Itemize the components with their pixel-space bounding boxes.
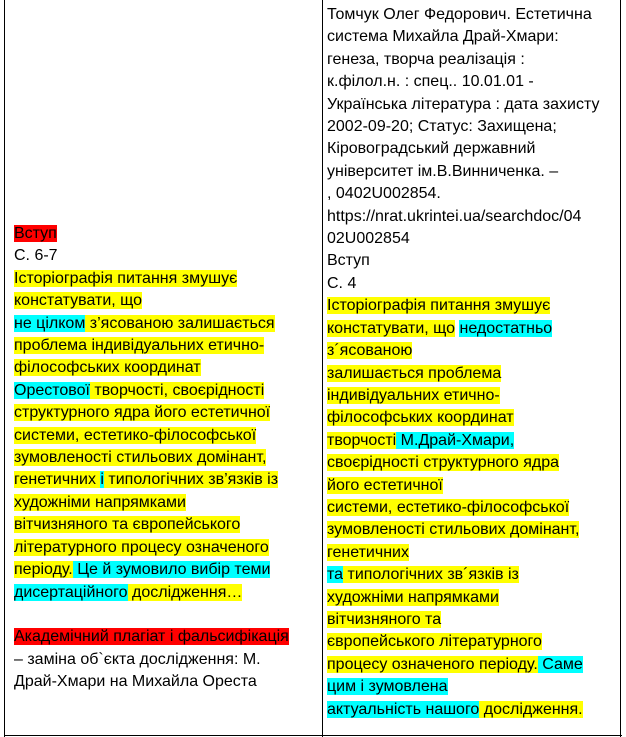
comparison-table <box>4 0 622 737</box>
left-page-ref: С. 6-7 <box>14 247 58 265</box>
citation-line: к.філол.н. : спец.. 10.01.01 - <box>327 73 534 91</box>
right-text-line: типологічних зв´язків із <box>343 566 519 584</box>
right-text-line: Історіографія питання змушує <box>327 297 551 315</box>
plagiarism-note: Драй-Хмари на Михайла Ореста <box>14 673 257 691</box>
left-highlight-cyan: Це й зумовило вибір теми <box>72 561 271 579</box>
left-text-line: проблема індивідуальних етично- <box>14 337 265 355</box>
right-highlight-cyan: актуальність нашого <box>327 700 480 718</box>
left-text-line: Історіографія питання змушує <box>14 269 238 287</box>
right-text-line: констатувати, що <box>327 319 456 337</box>
left-text-line: вітчизняного та європейського <box>14 516 241 534</box>
citation-block <box>327 4 619 250</box>
table-border-middle <box>322 0 323 737</box>
plagiarism-label: Академічний плагіат і фальсифікація <box>14 628 289 646</box>
right-text-line: творчості <box>327 431 397 449</box>
citation-line: 2002-09-20; Статус: Захищена; <box>327 118 557 136</box>
left-highlight-cyan: і <box>100 471 104 489</box>
left-text-line: періоду. <box>14 561 73 579</box>
right-cell <box>327 4 619 721</box>
right-highlight-cyan: недостатньо <box>459 319 553 337</box>
citation-line: Томчук Олег Федорович. Естетична <box>327 6 592 23</box>
left-highlight-cyan: Орестової <box>14 381 90 399</box>
citation-line: Кіровоградський державний <box>327 140 536 158</box>
table-border-bottom <box>4 735 622 736</box>
citation-line: система Михайла Драй-Хмари: <box>327 28 559 46</box>
right-highlight-cyan: та <box>327 566 344 584</box>
right-section-title: Вступ <box>327 252 370 270</box>
right-highlight-cyan: М.Драй-Хмари, <box>396 431 515 449</box>
right-text-line: своєрідності структурного ядра <box>327 454 560 472</box>
citation-line: університет ім.В.Винниченка. – <box>327 162 559 180</box>
citation-url: https://nrat.ukrintei.ua/searchdoc/04 <box>327 207 582 225</box>
left-text-line: генетичних <box>14 471 101 489</box>
left-highlight-cyan: не цілком <box>14 314 86 332</box>
left-text-line: з’ясованою залишається <box>85 314 275 332</box>
left-text-line: системи, естетико-філософської <box>14 426 257 444</box>
table-border-right <box>620 0 621 737</box>
right-text-line: європейського літературного <box>327 633 542 651</box>
right-text-line: зумовленості стильових домінант, <box>327 521 580 539</box>
citation-line: генеза, творча реалізація : <box>327 50 525 68</box>
right-text-line: системи, естетико-філософської <box>327 498 570 516</box>
left-highlight-cyan: дисертаційного <box>14 583 128 601</box>
right-text-line: вітчизняного та <box>327 610 442 628</box>
left-text-line: художніми напрямками <box>14 493 186 511</box>
right-highlight-cyan: Саме <box>537 655 583 673</box>
right-text-line: філософських координат <box>327 409 514 427</box>
right-text-line: генетичних <box>327 543 409 561</box>
right-text-line: індивідуальних етично- <box>327 386 500 404</box>
right-highlight-cyan: цим і зумовлена <box>327 678 448 696</box>
left-text-line: творчості, своєрідності <box>89 381 265 399</box>
left-text-line: зумовленості стильових домінант, <box>14 449 267 467</box>
left-cell <box>14 223 319 694</box>
right-text-line: процесу означеного періоду. <box>327 655 538 673</box>
right-text-line: з´ясованою <box>327 342 413 360</box>
right-text-line: художніми напрямками <box>327 588 499 606</box>
left-text-line: структурного ядра його естетичної <box>14 404 271 422</box>
plagiarism-note: – заміна об`єкта дослідження: М. <box>14 650 261 668</box>
table-border-left <box>4 0 5 737</box>
left-text-line: філософських координат <box>14 359 201 377</box>
right-page-ref: С. 4 <box>327 274 357 292</box>
right-text-line: його естетичної <box>327 476 443 494</box>
right-text-line: дослідження. <box>479 700 583 718</box>
citation-line: , 0402U002854. <box>327 185 441 203</box>
right-text-line: залишається проблема <box>327 364 502 382</box>
citation-url: 02U002854 <box>327 230 410 248</box>
left-text-line: дослідження… <box>127 583 243 601</box>
left-text-line: констатувати, що <box>14 292 143 310</box>
left-text-line: типологічних зв’язків із <box>103 471 279 489</box>
left-text-line: літературного процесу означеного <box>14 538 269 556</box>
left-section-title: Вступ <box>14 225 57 242</box>
citation-line: Українська література : дата захисту <box>327 95 600 113</box>
